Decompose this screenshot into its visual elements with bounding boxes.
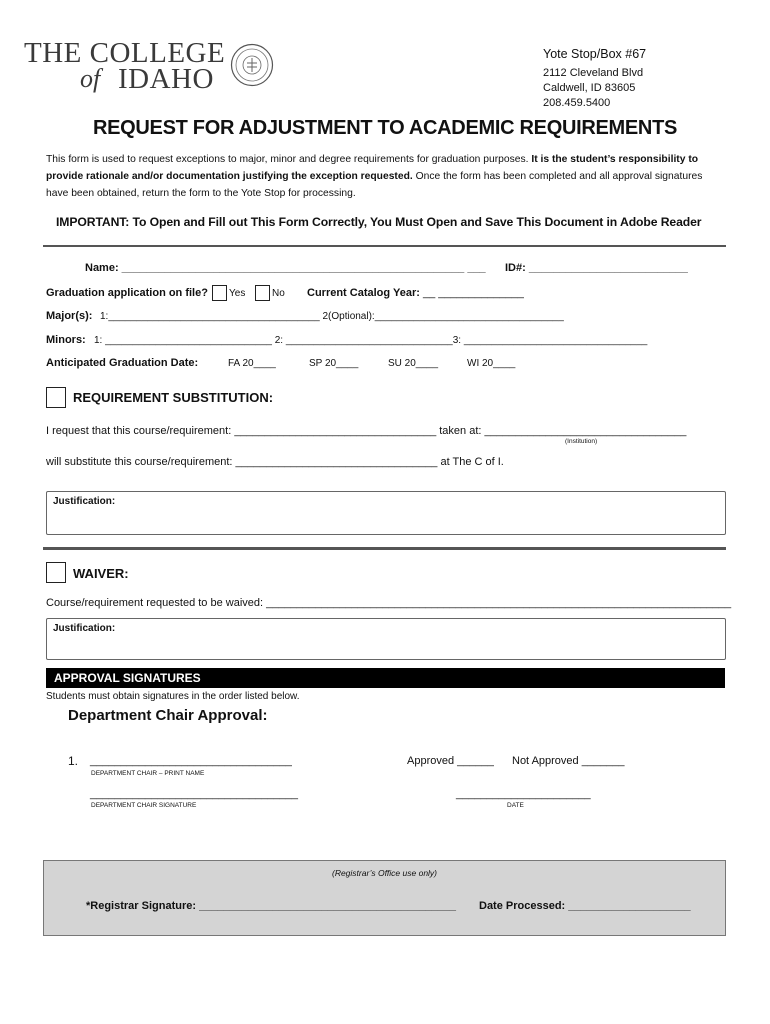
not-approved-field[interactable]: Not Approved _______ — [512, 755, 625, 767]
substitution-justification-box[interactable] — [46, 491, 726, 535]
no-label: No — [272, 288, 285, 299]
intro-paragraph — [46, 151, 726, 202]
institution-note: (Institution) — [565, 438, 598, 445]
substitution-justification-label: Justification: — [53, 496, 116, 507]
logo-idaho: IDAHO — [118, 63, 214, 95]
registrar-section — [43, 860, 726, 936]
registrar-office-note: (Registrar’s Office use only) — [331, 868, 438, 878]
address-city: Caldwell, ID 83605 — [543, 82, 636, 94]
yes-label: Yes — [229, 288, 246, 299]
address-box: Yote Stop/Box #67 — [543, 47, 647, 61]
minors-label: Minors: — [46, 334, 86, 346]
logo-college-name: THE COLLEGE — [24, 37, 226, 69]
catalog-year-label: Current Catalog Year: — [307, 287, 423, 299]
approval-number: 1. — [68, 754, 79, 768]
waiver-checkbox[interactable] — [46, 562, 66, 583]
substitution-checkbox[interactable] — [46, 387, 66, 408]
substitute-course-field[interactable]: will substitute this course/requirement: _________________________________ at The C of I. — [46, 456, 504, 468]
waiver-justification-label: Justification: — [53, 623, 116, 634]
dept-chair-signature-field[interactable]: __________________________________ — [90, 788, 299, 800]
dept-chair-signature-caption: DEPARTMENT CHAIR SIGNATURE — [91, 802, 197, 809]
substitution-heading: REQUIREMENT SUBSTITUTION: — [73, 390, 274, 405]
minors-field[interactable]: 1: ______________________________ 2: ______________________________3: _________________________________ — [94, 335, 648, 346]
term-su-field[interactable]: SU 20____ — [388, 358, 439, 369]
yes-checkbox[interactable] — [212, 285, 227, 301]
address-phone: 208.459.5400 — [543, 97, 611, 109]
waiver-justification-box[interactable] — [46, 618, 726, 660]
approval-signatures-bar: APPROVAL SIGNATURES — [46, 668, 725, 688]
grad-date-label: Anticipated Graduation Date: — [46, 357, 199, 369]
intro-text-2: Once the form has been completed and all approval signatures have been obtained, return the form to the Yote Stop for processing. — [46, 171, 703, 199]
divider — [43, 245, 726, 247]
waiver-heading: WAIVER: — [73, 566, 129, 581]
divider — [43, 547, 726, 550]
catalog-year-line: __ ______________ — [422, 287, 524, 299]
majors-field[interactable]: 1:______________________________________ 2(Optional):__________________________________ — [100, 311, 564, 322]
substitution-course-field[interactable]: I request that this course/requirement: _________________________________ taken at: _________________________________ — [46, 425, 687, 437]
term-sp-field[interactable]: SP 20____ — [309, 358, 359, 369]
college-seal-icon — [230, 43, 274, 87]
majors-label: Major(s): — [46, 310, 93, 322]
intro-bold-text: It is the student’s responsibility to provide rationale and/or documentation justifying the exception requested. — [46, 154, 699, 182]
term-fa-field[interactable]: FA 20____ — [228, 358, 276, 369]
dept-chair-print-field[interactable]: _________________________________ — [90, 755, 292, 767]
intro-text-1: This form is used to request exceptions to major, minor and degree requirements for graduation purposes. — [46, 154, 532, 165]
logo-of: of — [80, 64, 101, 93]
approved-field[interactable]: Approved ______ — [407, 755, 494, 767]
important-notice: IMPORTANT: To Open and Fill out This Form Correctly, You Must Open and Save This Document in Adobe Reader — [56, 215, 702, 229]
name-field[interactable]: Name: ________________________________________________________ ___ — [85, 262, 486, 274]
form-title: REQUEST FOR ADJUSTMENT TO ACADEMIC REQUIREMENTS — [92, 117, 678, 139]
date-field[interactable]: ______________________ — [456, 788, 591, 800]
address-street: 2112 Cleveland Blvd — [543, 67, 644, 79]
dept-chair-print-caption: DEPARTMENT CHAIR – PRINT NAME — [91, 770, 205, 777]
id-field[interactable]: ID#: __________________________ — [505, 262, 688, 274]
date-processed-field[interactable]: Date Processed: ____________________ — [479, 900, 691, 912]
registrar-signature-field[interactable]: *Registrar Signature: __________________________________________ — [86, 900, 457, 912]
no-checkbox[interactable] — [255, 285, 270, 301]
waiver-course-field[interactable]: Course/requirement requested to be waived: ____________________________________________________________________________ — [46, 597, 732, 609]
term-wi-field[interactable]: WI 20____ — [467, 358, 516, 369]
dept-chair-heading: Department Chair Approval: — [68, 707, 268, 724]
date-caption: DATE — [507, 802, 524, 809]
grad-app-label: Graduation application on file? — [46, 287, 208, 299]
approval-note: Students must obtain signatures in the order listed below. — [46, 691, 300, 702]
catalog-year-field[interactable] — [307, 287, 524, 299]
